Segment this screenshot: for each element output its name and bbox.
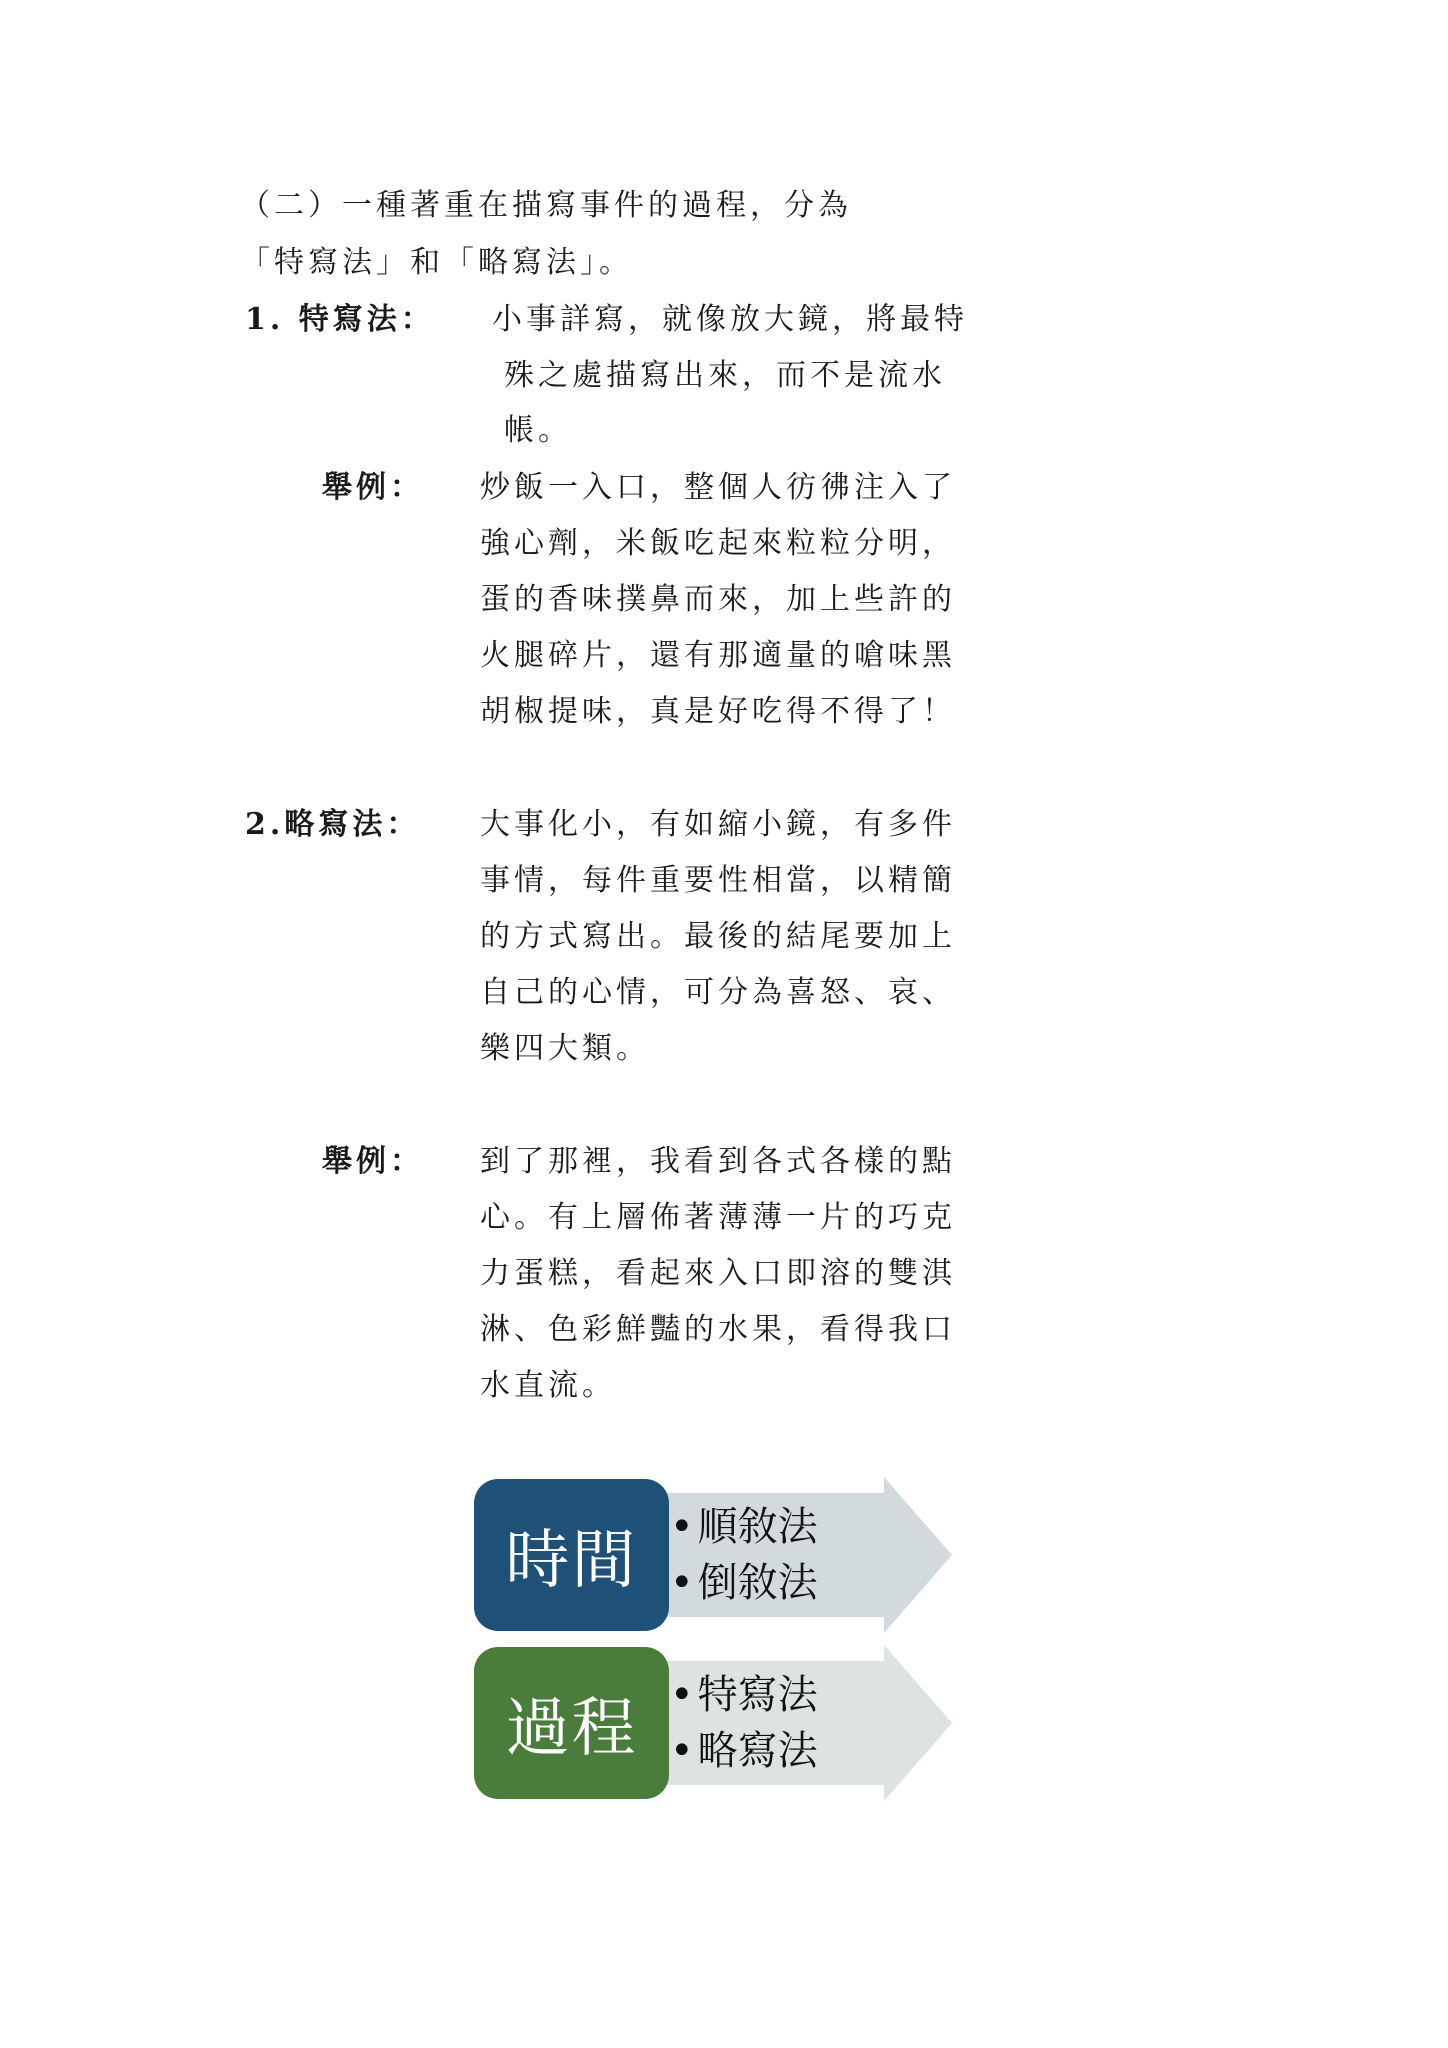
section2-line: 大事化小，有如縮小鏡，有多件 xyxy=(480,807,956,842)
diagram-group-time xyxy=(474,1475,954,1635)
list-item: • 倒敘法 xyxy=(670,1555,818,1611)
section1-line: 帳。 xyxy=(504,413,572,448)
example-line: 炒飯一入口，整個人彷彿注入了 xyxy=(480,470,956,505)
section2-line: 樂四大類。 xyxy=(480,1031,650,1066)
section1-heading: 1. 特寫法： xyxy=(245,302,435,337)
section2-line: 自己的心情，可分為喜怒、哀、 xyxy=(480,975,956,1010)
example-line: 力蛋糕，看起來入口即溶的雙淇 xyxy=(480,1256,956,1291)
example-label: 舉例： xyxy=(322,1144,424,1179)
example-line: 到了那裡，我看到各式各樣的點 xyxy=(480,1144,956,1179)
example-line: 胡椒提味，真是好吃得不得了！ xyxy=(480,694,956,729)
list-item: • 順敘法 xyxy=(670,1499,818,1555)
example-line: 強心劑，米飯吃起來粒粒分明， xyxy=(480,526,956,561)
intro-line-1: （二）一種著重在描寫事件的過程，分為 xyxy=(240,188,852,223)
group-items xyxy=(670,1499,818,1611)
group-items xyxy=(670,1667,818,1779)
example-label: 舉例： xyxy=(322,470,424,505)
intro-line-2: 「特寫法」和「略寫法」。 xyxy=(240,245,633,280)
section2-heading: 2.略寫法： xyxy=(245,807,421,842)
list-item: • 特寫法 xyxy=(670,1667,818,1723)
section1-line: 殊之處描寫出來，而不是流水 xyxy=(504,358,946,393)
example-line: 蛋的香味撲鼻而來，加上些許的 xyxy=(480,582,956,617)
example-line: 火腿碎片，還有那適量的嗆味黑 xyxy=(480,638,956,673)
section1-line: 小事詳寫，就像放大鏡，將最特 xyxy=(492,302,968,337)
list-item: • 略寫法 xyxy=(670,1723,818,1779)
example-line: 心。有上層佈著薄薄一片的巧克 xyxy=(480,1200,956,1235)
section2-line: 事情，每件重要性相當，以精簡 xyxy=(480,863,956,898)
example-line: 水直流。 xyxy=(480,1368,616,1403)
diagram-group-process xyxy=(474,1643,954,1803)
example-line: 淋、色彩鮮豔的水果，看得我口 xyxy=(480,1312,956,1347)
group-title-box: 時間 xyxy=(474,1479,669,1631)
group-title-box: 過程 xyxy=(474,1647,669,1799)
section2-line: 的方式寫出。最後的結尾要加上 xyxy=(480,919,956,954)
